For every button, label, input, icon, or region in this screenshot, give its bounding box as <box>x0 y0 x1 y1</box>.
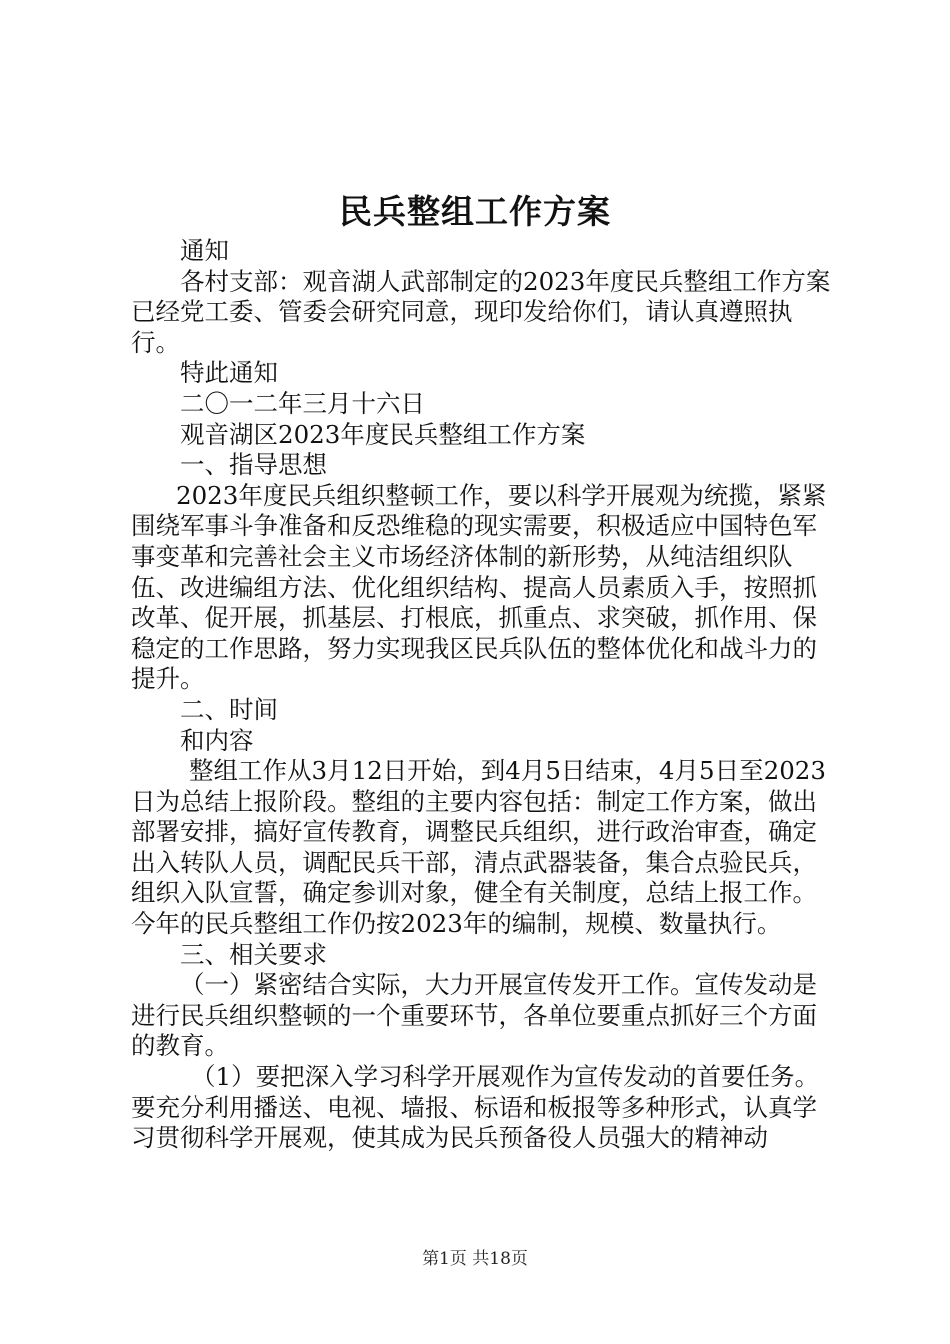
paragraph-date: 二〇一二年三月十六日 <box>180 388 425 418</box>
paragraph-requirement-1: （一）紧密结合实际，大力开展宣传发开工作。宣传发动是进行民兵组织整顿的一个重要环节，各单位要重点抓好三个方面的教育。 <box>131 970 817 1061</box>
section-heading-3: 三、相关要求 <box>180 939 327 969</box>
page-footer: 第1页 共18页 <box>422 1249 528 1269</box>
paragraph-notice-closing: 特此通知 <box>180 358 278 388</box>
paragraph-plan-title: 观音湖区2023年度民兵整组工作方案 <box>180 419 586 449</box>
paragraph-requirement-1-item-1: （1）要把深入学习科学开展观作为宣传发动的首要任务。要充分利用播送、电视、墙报、标语和板报等多种形式，认真学习贯彻科学开展观，使其成为民兵预备役人员强大的精神动 <box>131 1062 820 1153</box>
section-heading-1: 一、指导思想 <box>180 450 327 480</box>
section-heading-2: 二、时间 <box>180 694 278 724</box>
paragraph-time-content: 整组工作从3月12日开始，到4月5日结束，4月5日至2023日为总结上报阶段。整组的主要内容包括：制定工作方案，做出部署安排，搞好宣传教育，调整民兵组织，进行政治审查，确定出入转队人员，调配民兵干部，清点武器装备，集合点验民兵，组织入队宣誓，确定参训对象，健全有关制度，总结上报工作。今年的民兵整组工作仍按2023年的编制，规模、数量执行。 <box>131 756 826 939</box>
document-title: 民兵整组工作方案 <box>339 192 611 231</box>
section-heading-2-cont: 和内容 <box>180 725 254 755</box>
paragraph-guiding-ideology: 2023年度民兵组织整顿工作，要以科学开展观为统揽，紧紧围绕军事斗争准备和反恐维稳的现实需要，积极适应中国特色军事变革和完善社会主义市场经济体制的新形势，从纯洁组织队伍、改进编组方法、优化组织结构、提高人员素质入手，按照抓改革、促开展，抓基层、打根底，抓重点、求突破，抓作用、保稳定的工作思路，努力实现我区民兵队伍的整体优化和战斗力的提升。 <box>131 480 827 694</box>
paragraph-notice-heading: 通知 <box>180 236 229 265</box>
document-body <box>131 236 831 1154</box>
paragraph-notice-body: 各村支部：观音湖人武部制定的2023年度民兵整组工作方案已经党工委、管委会研究同意，现印发给你们，请认真遵照执行。 <box>131 266 831 357</box>
